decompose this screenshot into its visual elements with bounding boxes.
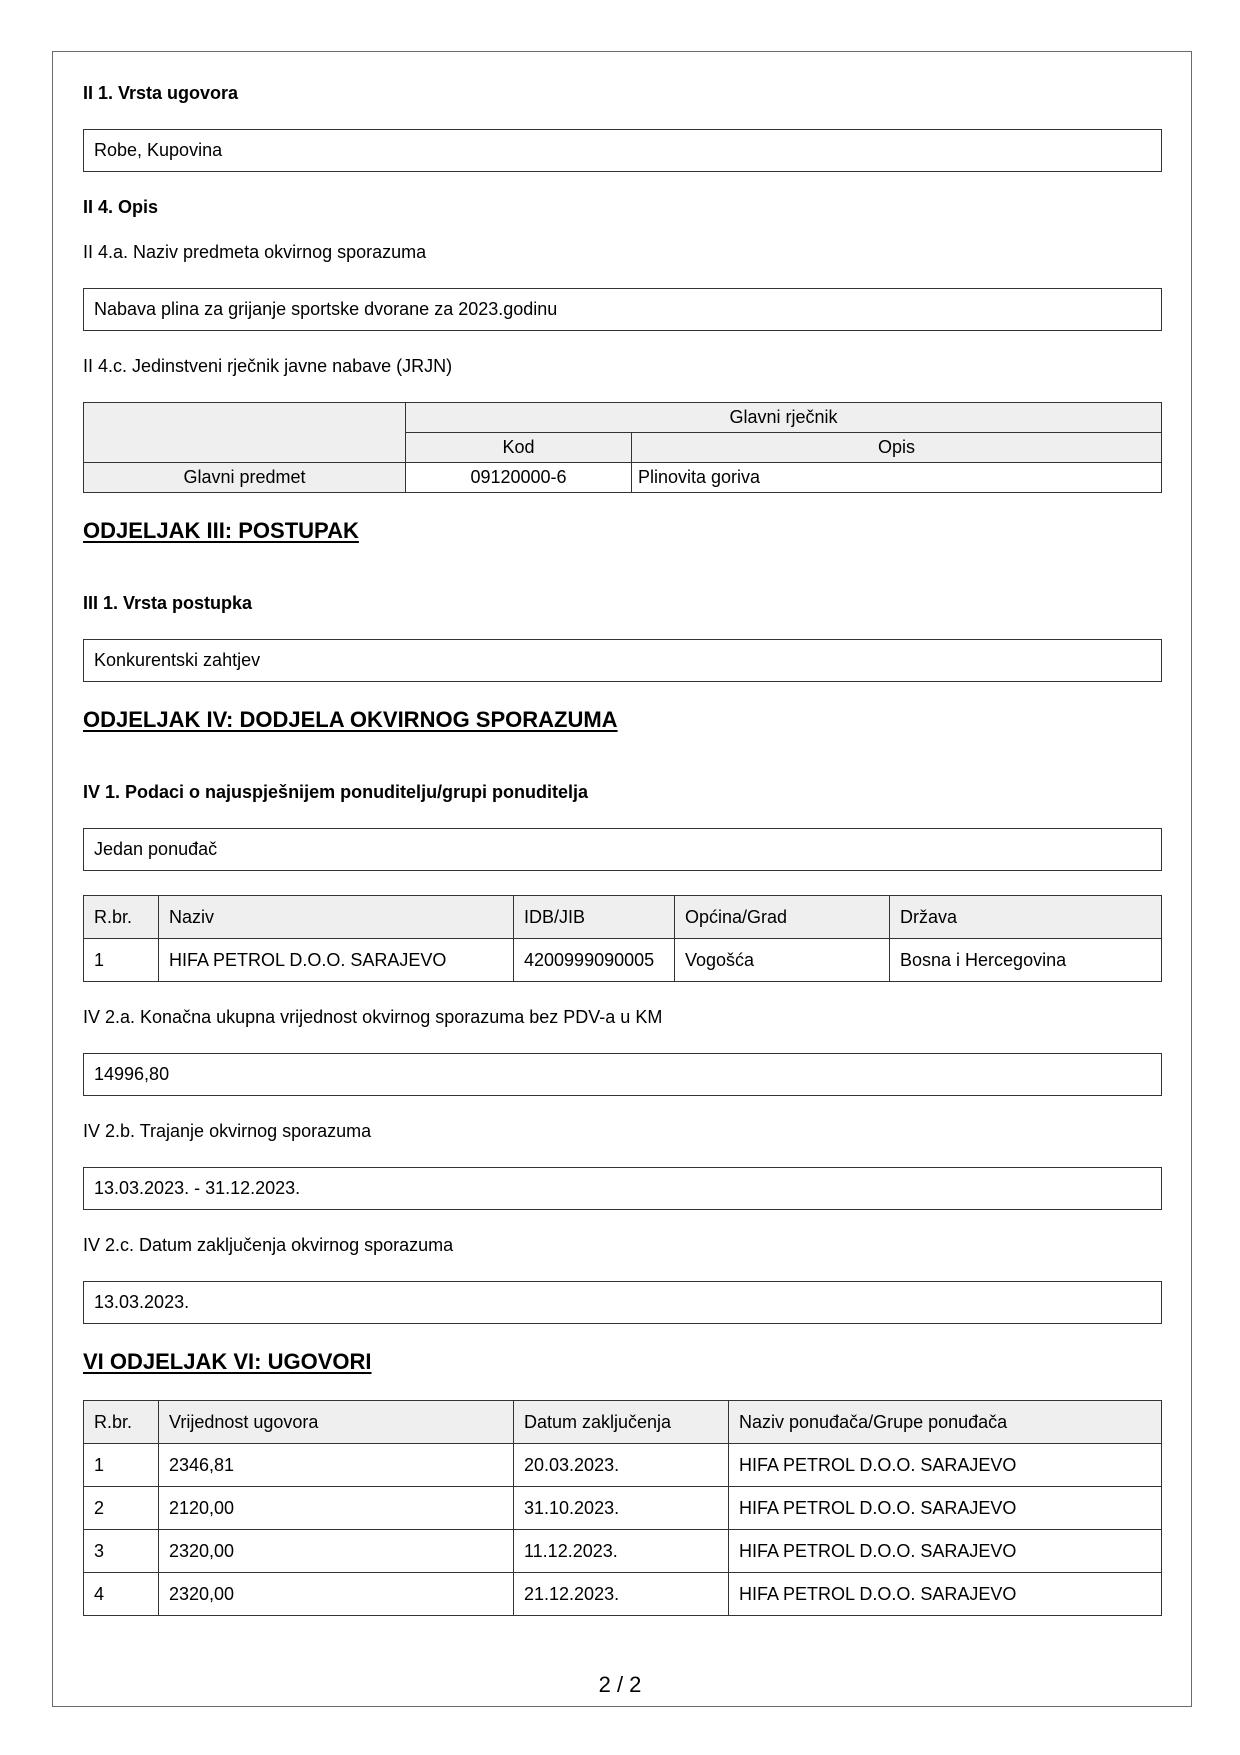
table-header-row [84, 896, 1162, 939]
contract-rbr: 4 [84, 1573, 159, 1616]
bidder-idb: 4200999090005 [514, 939, 675, 982]
contracts-col-date: Datum zaključenja [514, 1401, 729, 1444]
bidder-grad: Vogošća [675, 939, 890, 982]
duration-label: IV 2.b. Trajanje okvirnog sporazuma [83, 1121, 372, 1141]
total-value: 14996,80 [83, 1053, 1162, 1096]
contracts-table [83, 1400, 1162, 1616]
subject-label: II 4.a. Naziv predmeta okvirnog sporazuma [83, 242, 427, 262]
contract-value: 2320,00 [159, 1530, 514, 1573]
contracts-col-rbr: R.br. [84, 1401, 159, 1444]
contract-value: 2320,00 [159, 1573, 514, 1616]
total-value-label: IV 2.a. Konačna ukupna vrijednost okvirnog sporazuma bez PDV-a u KM [83, 1007, 663, 1027]
jrjn-row-label: Glavni predmet [84, 463, 406, 493]
jrjn-code: 09120000-6 [406, 463, 632, 493]
contracts-col-bidder: Naziv ponuđača/Grupe ponuđača [729, 1401, 1162, 1444]
page-number: 2 / 2 [598, 1672, 642, 1697]
contract-bidder: HIFA PETROL D.O.O. SARAJEVO [729, 1487, 1162, 1530]
contract-type-value: Robe, Kupovina [83, 129, 1162, 172]
contract-date: 21.12.2023. [514, 1573, 729, 1616]
duration-value: 13.03.2023. - 31.12.2023. [83, 1167, 1162, 1210]
contract-value: 2346,81 [159, 1444, 514, 1487]
jrjn-desc: Plinovita goriva [632, 463, 1162, 493]
bidder-drzava: Bosna i Hercegovina [890, 939, 1162, 982]
conclusion-date-label: IV 2.c. Datum zaključenja okvirnog sporazuma [83, 1235, 454, 1255]
bidder-rbr: 1 [84, 939, 159, 982]
contract-date: 11.12.2023. [514, 1530, 729, 1573]
contract-rbr: 1 [84, 1444, 159, 1487]
table-row [84, 939, 1162, 982]
contract-value: 2120,00 [159, 1487, 514, 1530]
jrjn-desc-header: Opis [632, 433, 1162, 463]
contract-bidder: HIFA PETROL D.O.O. SARAJEVO [729, 1573, 1162, 1616]
conclusion-date-value: 13.03.2023. [83, 1281, 1162, 1324]
jrjn-label: II 4.c. Jedinstveni rječnik javne nabave (JRJN) [83, 356, 453, 376]
table-row [84, 1530, 1162, 1573]
contracts-col-value: Vrijednost ugovora [159, 1401, 514, 1444]
bidder-label: IV 1. Podaci o najuspješnijem ponuditelju/grupi ponuditelja [83, 782, 589, 802]
contract-rbr: 3 [84, 1530, 159, 1573]
contract-bidder: HIFA PETROL D.O.O. SARAJEVO [729, 1530, 1162, 1573]
procedure-value: Konkurentski zahtjev [83, 639, 1162, 682]
jrjn-code-header: Kod [406, 433, 632, 463]
table-header-row [84, 1401, 1162, 1444]
table-row [84, 1573, 1162, 1616]
contract-bidder: HIFA PETROL D.O.O. SARAJEVO [729, 1444, 1162, 1487]
bidders-col-naziv: Naziv [159, 896, 514, 939]
jrjn-empty-cell [84, 403, 406, 463]
section-vi-title: VI ODJELJAK VI: UGOVORI [83, 1349, 372, 1374]
bidders-col-idb: IDB/JIB [514, 896, 675, 939]
contract-rbr: 2 [84, 1487, 159, 1530]
bidders-col-grad: Općina/Grad [675, 896, 890, 939]
subject-value: Nabava plina za grijanje sportske dvorane za 2023.godinu [83, 288, 1162, 331]
jrjn-group-header: Glavni rječnik [406, 403, 1162, 433]
table-row [84, 1444, 1162, 1487]
contract-type-label: II 1. Vrsta ugovora [83, 83, 239, 103]
bidders-table [83, 895, 1162, 982]
description-label: II 4. Opis [83, 197, 159, 217]
contract-date: 20.03.2023. [514, 1444, 729, 1487]
procedure-label: III 1. Vrsta postupka [83, 593, 253, 613]
section-iv-title: ODJELJAK IV: DODJELA OKVIRNOG SPORAZUMA [83, 707, 618, 732]
jrjn-table [83, 402, 1162, 493]
bidders-col-rbr: R.br. [84, 896, 159, 939]
bidder-value: Jedan ponuđač [83, 828, 1162, 871]
bidder-naziv: HIFA PETROL D.O.O. SARAJEVO [159, 939, 514, 982]
bidders-col-drzava: Država [890, 896, 1162, 939]
section-iii-title: ODJELJAK III: POSTUPAK [83, 518, 359, 543]
contract-date: 31.10.2023. [514, 1487, 729, 1530]
table-row [84, 1487, 1162, 1530]
